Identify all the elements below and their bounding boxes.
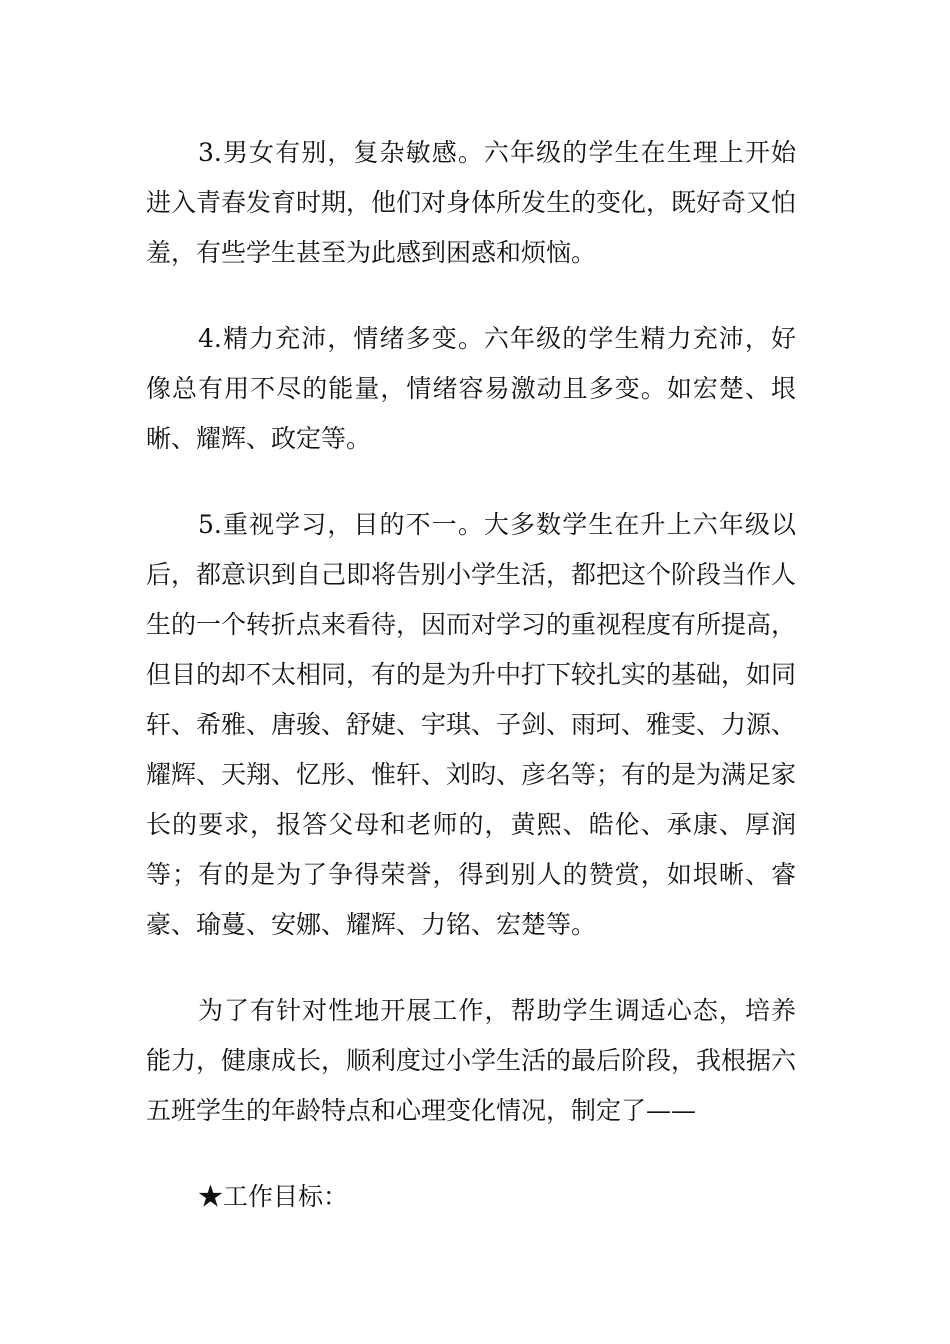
paragraph-gender-differences: 3.男女有别，复杂敏感。六年级的学生在生理上开始进入青春发育时期，他们对身体所发生的变化，既好奇又怕羞，有些学生甚至为此感到困惑和烦恼。: [146, 138, 797, 267]
paragraph-study-goals: 5.重视学习，目的不一。大多数学生在升上六年级以后，都意识到自己即将告别小学生活，都把这个阶段当作人生的一个转折点来看待，因而对学习的重视程度有所提高，但目的却不太相同，有的是为升中打下较扎实的基础，如同轩、希雅、唐骏、舒婕、宇琪、子剑、雨珂、雅雯、力源、耀辉、天翔、忆彤、惟轩、刘昀、彦名等；有的是为满足家长的要求，报答父母和老师的，黄熙、皓伦、承康、厚润等；有的是为了争得荣誉，得到别人的赞赏，如垠晰、睿豪、瑜蔓、安娜、耀辉、力铭、宏楚等。: [146, 510, 797, 939]
section-heading-work-goals: ★工作目标：: [198, 1182, 349, 1211]
document-body: [146, 128, 796, 1258]
paragraph-work-plan-intro: 为了有针对性地开展工作，帮助学生调适心态，培养能力，健康成长，顺利度过小学生活的最后阶段，我根据六五班学生的年龄特点和心理变化情况，制定了——: [146, 996, 797, 1125]
paragraph-energy-emotions: 4.精力充沛，情绪多变。六年级的学生精力充沛，好像总有用不尽的能量，情绪容易激动且多变。如宏楚、垠晰、耀辉、政定等。: [146, 324, 796, 453]
